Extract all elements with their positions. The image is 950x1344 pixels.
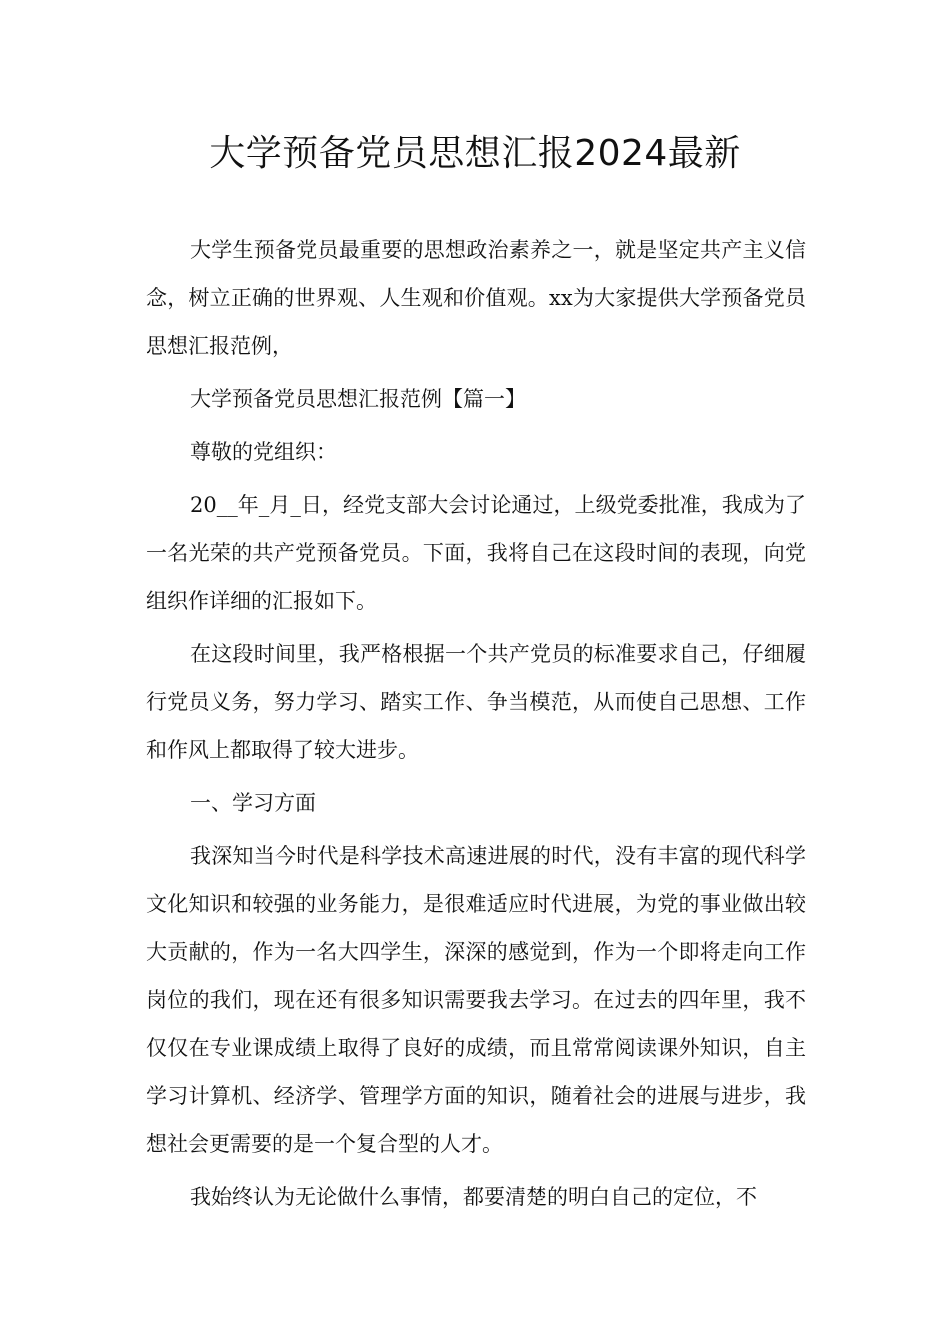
- paragraph-standards: 在这段时间里，我严格根据一个共产党员的标准要求自己，仔细履行党员义务，努力学习、踏实工作、争当模范，从而使自己思想、工作和作风上都取得了较大进步。: [146, 642, 806, 762]
- document-body: [146, 226, 806, 1226]
- paragraph-study: 我深知当今时代是科学技术高速进展的时代，没有丰富的现代科学文化知识和较强的业务能力，是很难适应时代进展，为党的事业做出较大贡献的，作为一名大四学生，深深的感觉到，作为一个即将走向工作岗位的我们，现在还有很多知识需要我去学习。在过去的四年里，我不仅仅在专业课成绩上取得了良好的成绩，而且常常阅读课外知识，自主学习计算机、经济学、管理学方面的知识，随着社会的进展与进步，我想社会更需要的是一个复合型的人才。: [146, 844, 806, 1156]
- document-title: 大学预备党员思想汇报2024最新: [209, 133, 741, 174]
- paragraph-study-heading: 一、学习方面: [190, 791, 316, 815]
- paragraph-positioning: 我始终认为无论做什么事情，都要清楚的明白自己的定位，不: [190, 1185, 757, 1209]
- paragraph-section-heading: 大学预备党员思想汇报范例【篇一】: [190, 387, 526, 411]
- paragraph-intro: 大学生预备党员最重要的思想政治素养之一，就是坚定共产主义信念，树立正确的世界观、人生观和价值观。xx为大家提供大学预备党员思想汇报范例，: [146, 238, 806, 358]
- paragraph-approval: 20__年_月_日，经党支部大会讨论通过，上级党委批准，我成为了一名光荣的共产党预备党员。下面，我将自己在这段时间的表现，向党组织作详细的汇报如下。: [146, 493, 806, 613]
- paragraph-salutation: 尊敬的党组织：: [190, 440, 337, 464]
